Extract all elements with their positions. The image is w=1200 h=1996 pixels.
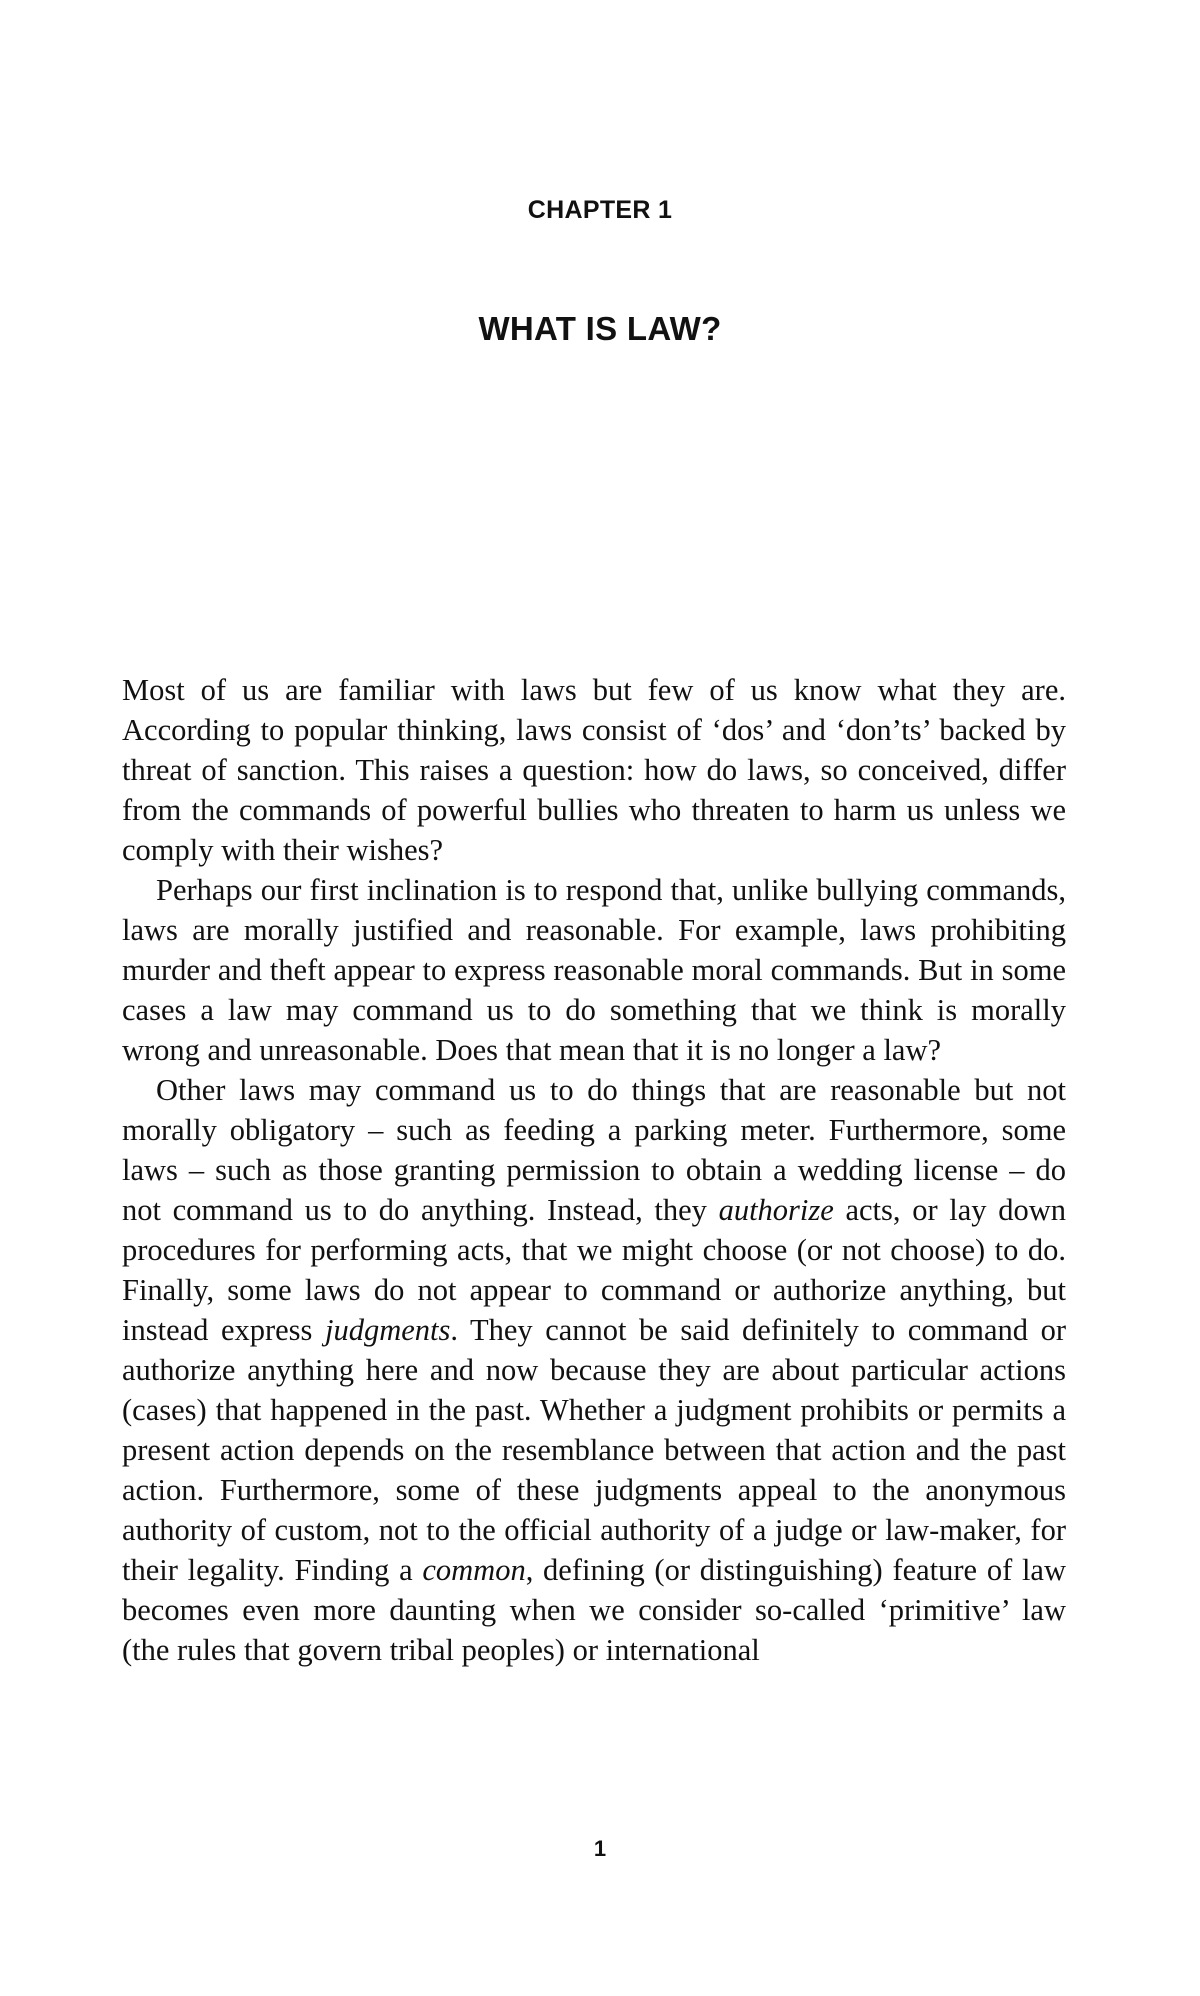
- paragraph-text: Most of us are familiar with laws but few of us know what they are. According to popular thinking, laws consist of ‘dos’ and ‘don’ts’ backed by threat of sanction. This raises a question: how do laws, so conceived, differ from the commands of powerful bullies who threaten to harm us unless we comply with their wishes?: [122, 673, 1066, 867]
- paragraph-3: [122, 1070, 1066, 1670]
- emphasis-common: common: [422, 1553, 526, 1587]
- paragraph-1: [122, 670, 1066, 870]
- paragraph-text: , defining (or distinguishing) feature of law becomes even more daunting when we consider so-called ‘primitive’ law (the rules that govern tribal peoples) or international: [122, 1553, 1066, 1667]
- chapter-title: WHAT IS LAW?: [478, 310, 722, 347]
- paragraph-text: . They cannot be said definitely to command or authorize anything here and now because they are about particular actions (cases) that happened in the past. Whether a judgment prohibits or permits a present action depends on the resemblance between that action and the past action. Furthermore, some of these judgments appeal to the anonymous authority of custom, not to the official authority of a judge or law-maker, for their legality. Finding a: [122, 1313, 1066, 1587]
- chapter-label: CHAPTER 1: [527, 196, 673, 224]
- paragraph-2: [122, 870, 1066, 1070]
- paragraph-text: Perhaps our first inclination is to respond that, unlike bullying commands, laws are morally justified and reasonable. For example, laws prohibiting murder and theft appear to express reasonable moral commands. But in some cases a law may command us to do something that we think is morally wrong and unreasonable. Does that mean that it is no longer a law?: [122, 873, 1066, 1067]
- paragraph-text: acts, or lay down procedures for performing acts, that we might choose (or not choose) to do. Finally, some laws do not appear to command or authorize anything, but instead express: [122, 1193, 1066, 1347]
- body-text: [122, 670, 1066, 1670]
- emphasis-authorize: authorize: [718, 1193, 834, 1227]
- page-number: 1: [593, 1836, 607, 1861]
- paragraph-text: Other laws may command us to do things that are reasonable but not morally obligatory – such as feeding a parking meter. Furthermore, some laws – such as those granting permission to obtain a wedding license – do not command us to do anything. Instead, they: [122, 1073, 1066, 1227]
- emphasis-judgments: judgments: [324, 1313, 451, 1347]
